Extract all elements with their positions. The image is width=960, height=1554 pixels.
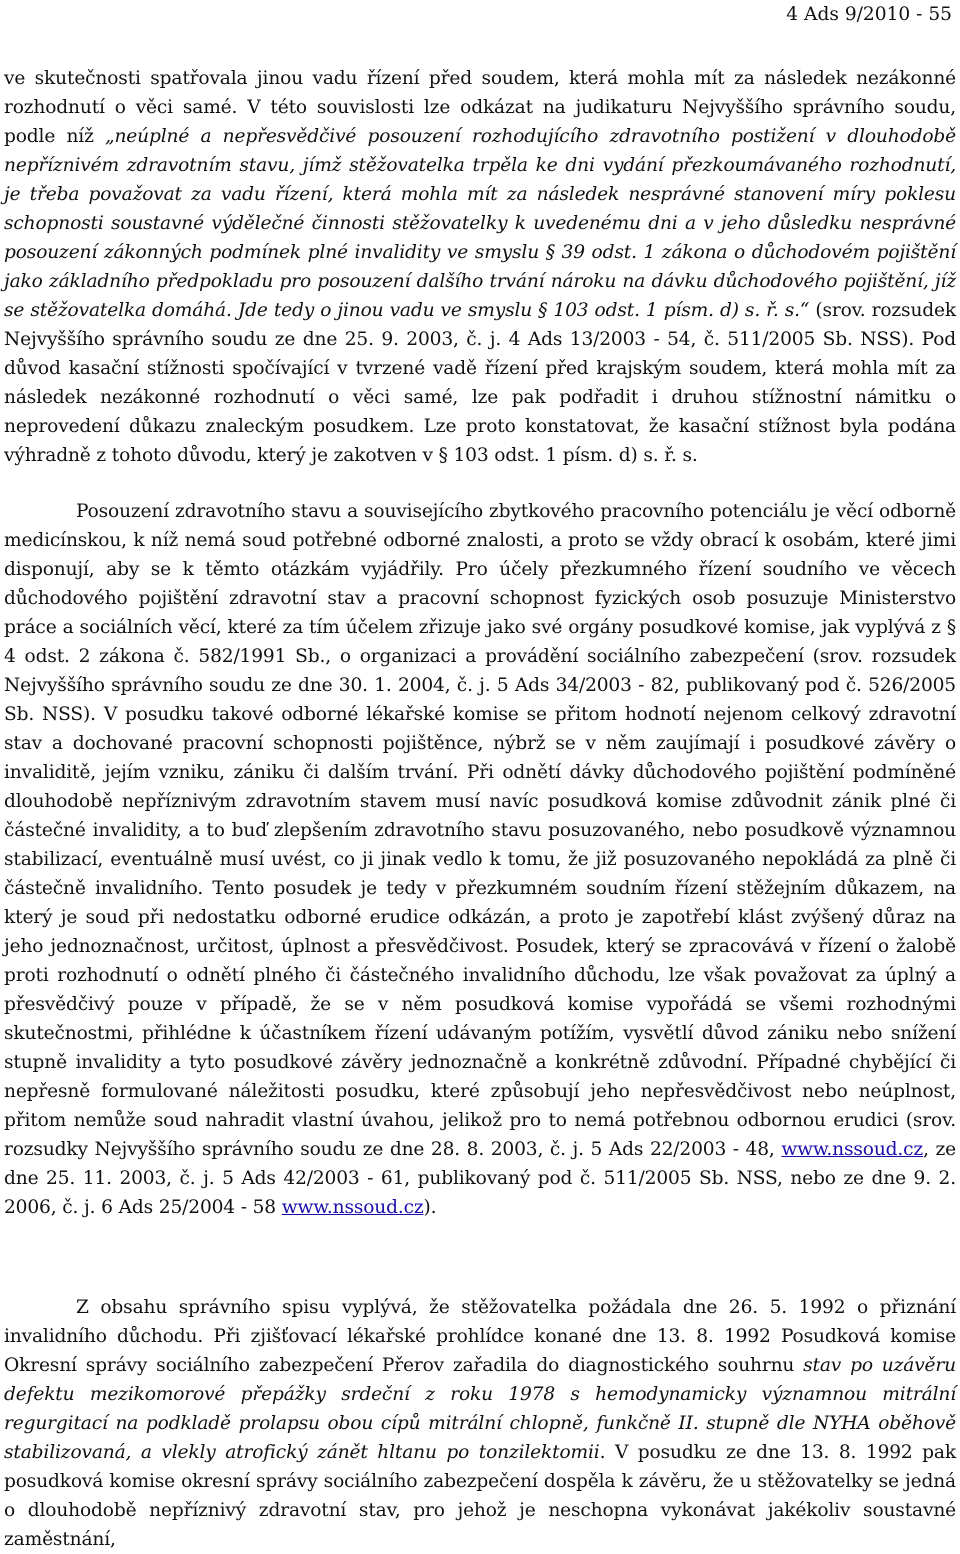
paragraph-2-text-a: Posouzení zdravotního stavu a souvisejícího zbytkového pracovního potenciálu je věcí odborně medicínskou, k níž nemá soud potřebné odborné znalosti, a proto se vždy obrací k osobám, které jimi disponují, aby se k těmto otázkám vyjádřily. Pro účely přezkumného řízení soudního ve věcech důchodového pojištění zdravotní stav a pracovní schopnost fyzických osob posuzuje Ministerstvo práce a sociálních věcí, které za tím účelem zřizuje jako své orgány posudkové komise, jak vyplývá z § 4 odst. 2 zákona č. 582/1991 Sb., o organizaci a provádění sociálního zabezpečení (srov. rozsudek Nejvyššího správního soudu ze dne 30. 1. 2004, č. j. 5 Ads 34/2003 - 82, publikovaný pod č. 526/2005 Sb. NSS). V posudku takové odborné lékařské komise se přitom hodnotí nejenom celkový zdravotní stav a dochované pracovní schopnosti pojištěnce, nýbrž se v něm zaujímají i posudkové závěry o invaliditě, jejím vzniku, zániku či dalším trvání. Při odnětí dávky důchodového pojištění podmíněné dlouhodobě nepříznivým zdravotním stavem musí navíc posudková komise zdůvodnit zánik plné či částečné invalidity, a to buď zlepšením zdravotního stavu posuzovaného, nebo posudkově významnou stabilizací, eventuálně musí uvést, co ji jinak vedlo k tomu, že již posuzovaného nepokládá za plně či částečně invalidního. Tento posudek je tedy v přezkumném soudním řízení stěžejním důkazem, na který je soud při nedostatku odborné erudice odkázán, a proto je zapotřebí klást zvýšený důraz na jeho jednoznačnost, určitost, úplnost a přesvědčivost. Posudek, který se zpracovává v řízení o žalobě proti rozhodnutí o odnětí plného či částečného invalidního důchodu, lze však považovat za úplný a přesvědčivý pouze v případě, že se v něm posudková komise vypořádá se všemi rozhodnými skutečnostmi, přihlédne k účastníkem řízení udávaným potížím, vysvětlí důvod zániku nebo snížení stupně invalidity a tyto posudkové závěry jednoznačně a konkrétně zdůvodní. Případné chybějící či nepřesně formulované náležitosti posudku, které způsobují jeho nepřesvědčivost nebo neúplnost, přitom nemůže soud nahradit vlastní úvahou, jelikož pro to nemá potřebnou odbornou erudici (srov. rozsudky Nejvyššího správního soudu ze dne 28. 8. 2003, č. j. 5 Ads 22/2003 - 48,	[4, 501, 956, 1160]
nssoud-link-1[interactable]: www.nssoud.cz	[781, 1139, 924, 1160]
paragraph-1-text-b: (srov. rozsudek Nejvyššího správního soudu ze dne 25. 9. 2003, č. j. 4 Ads 13/2003 - 54, č. 511/2005 Sb. NSS). Pod důvod kasační stížnosti spočívající v tvrzené vadě řízení před krajským soudem, která mohla mít za následek nezákonné rozhodnutí o věci samé, lze pak podřadit i druhou stížnostní námitku o neprovedení důkazu znaleckým posudkem. Lze proto konstatovat, že kasační stížnost byla podána výhradně z tohoto důvodu, který je zakotven v § 103 odst. 1 písm. d) s. ř. s.	[4, 300, 956, 466]
paragraph-3-text-a: Z obsahu správního spisu vyplývá, že stěžovatelka požádala dne 26. 5. 1992 o přiznání invalidního důchodu. Při zjišťovací lékařské prohlídce konané dne 13. 8. 1992 Posudková komise Okresní správy sociálního zabezpečení Přerov zařadila do diagnostického souhrnu	[4, 1297, 956, 1376]
paragraph-1-text-a: ve skutečnosti spatřovala jinou vadu řízení před soudem, která mohla mít za následek nezákonné rozhodnutí o věci samé. V této souvislosti lze odkázat na judikaturu Nejvyššího správního soudu, podle níž	[4, 68, 956, 147]
paragraph-2	[4, 497, 956, 1222]
paragraph-1	[4, 64, 956, 470]
paragraph-3	[4, 1293, 956, 1554]
page-header-case-number: 4 Ads 9/2010 - 55	[786, 4, 952, 25]
paragraph-2-text-b: , ze dne 25. 11. 2003, č. j. 5 Ads 42/2003 - 61, publikovaný pod č. 511/2005 Sb. NSS, nebo ze dne 9. 2. 2006, č. j. 6 Ads 25/2004 - 58	[4, 1139, 956, 1218]
paragraph-2-text-c: ).	[423, 1197, 437, 1218]
paragraph-3-text-b: . V posudku ze dne 13. 8. 1992 pak posudková komise okresní správy sociálního zabezpečení dospěla k závěru, že u stěžovatelky se jedná o dlouhodobě nepříznivý zdravotní stav, pro jehož je neschopna vykonávat jakékoliv soustavné zaměstnání,	[4, 1442, 956, 1550]
nssoud-link-2[interactable]: www.nssoud.cz	[281, 1197, 424, 1218]
paragraph-3-diagnosis-italic: stav po uzávěru defektu mezikomorové přepážky srdeční z roku 1978 s hemodynamicky významnou mitrální regurgitací na podkladě prolapsu obou cípů mitrální chlopně, funkčně II. stupně dle NYHA oběhově stabilizovaná, a vlekly atrofický zánět hltanu po tonzilektomii	[4, 1355, 956, 1463]
paragraph-1-quote: „neúplné a nepřesvědčivé posouzení rozhodujícího zdravotního postižení v dlouhodobě nepříznivém zdravotním stavu, jímž stěžovatelka trpěla ke dni vydání přezkoumávaného rozhodnutí, je třeba považovat za vadu řízení, která mohla mít za následek nesprávné stanovení míry poklesu schopnosti soustavné výdělečné činnosti stěžovatelky k uvedenému dni a v jeho důsledku nesprávné posouzení zákonných podmínek plné invalidity ve smyslu § 39 odst. 1 zákona o důchodovém pojištění jako základního předpokladu pro posouzení dalšího trvání nároku na dávku důchodového pojištění, jíž se stěžovatelka domáhá. Jde tedy o jinou vadu ve smyslu § 103 odst. 1 písm. d) s. ř. s.“	[4, 126, 956, 321]
